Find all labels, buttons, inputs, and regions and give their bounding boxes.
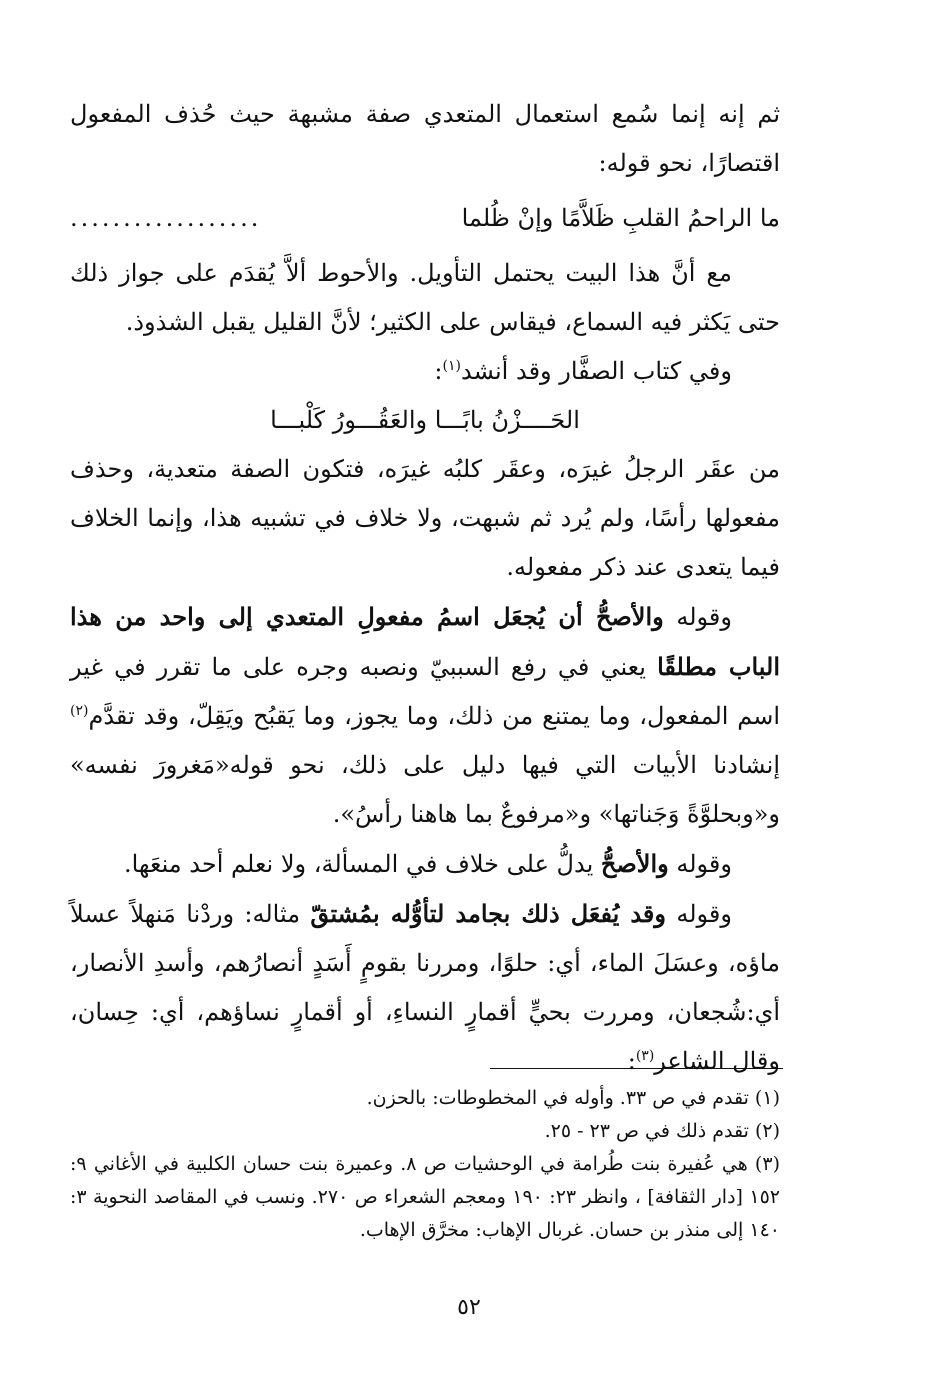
footnote: (٢) تقدم ذلك في ص ٢٣ - ٢٥. <box>544 1120 780 1142</box>
paragraph: من عقَر الرجلُ غيرَه، وعقَر كلبُه غيرَه، فتكون الصفة متعدية، وحذف مفعولها رأسًا، ولم يُرد ثم شبهت، ولا خلاف في تشبيه هذا، وإنما الخلاف فيما يتعدى عند ذكر مفعوله. <box>70 455 780 581</box>
bold-quote: وقد يُفعَل ذلك بجامد لتأوُّله بمُشتقّ <box>310 899 666 928</box>
page-number: ٥٢ <box>457 1295 481 1320</box>
paragraph: وقوله والأصحُّ يدلُّ على خلاف في المسألة، ولا نعلم أحد منعَها. <box>123 849 732 878</box>
verse-line <box>70 194 780 243</box>
footnote-ref: (٢) <box>70 703 89 719</box>
footnote: (٣) هي عُفيرة بنت طُرامة في الوحشيات ص ٨. وعميرة بنت حسان الكلبية في الأغاني ٩: ١٥٢ [دار الثقافة] ، وانظر ٢٣: ١٩٠ ومعجم الشعراء ص ٢٧٠. ونسب في المقاصد النحوية ٣: ١٤٠ إلى منذر بن حسان. غربال الإهاب: مخرَّق الإهاب. <box>70 1153 780 1241</box>
verse-line: الحَــــزْنُ بابًـــا والعَقُـــورُ كَلْبـــا <box>270 406 580 434</box>
footnotes <box>70 1082 780 1247</box>
paragraph: ثم إنه إنما سُمع استعمال المتعدي صفة مشبهة حيث حُذف المفعول اقتصارًا، نحو قوله: <box>70 100 780 177</box>
verse-text: ما الراحمُ القلبِ ظَلاَّمًا وإنْ ظُلما <box>461 204 780 232</box>
paragraph: مع أنَّ هذا البيت يحتمل التأويل. والأحوط ألاَّ يُقدَم على جواز ذلك حتى يَكثر فيه السماع، فيقاس على الكثير؛ لأنَّ القليل يقبل الشذوذ. <box>70 259 780 336</box>
footnote-divider <box>490 1068 783 1069</box>
paragraph: وقوله والأصحُّ أن يُجعَل اسمُ مفعولِ المتعدي إلى واحد من هذا الباب مطلقًا يعني في رفع السببيّ ونصبه وجره على ما تقرر في غير اسم المفعول، وما يمتنع من ذلك، وما يجوز، وما يَقبُح ويَقِلّ، وقد تقدَّم$^{(٢)}$ إنشادنا الأبيات التي فيها دليل على ذلك، نحو قوله«مَغرورَ نفسه» و«وبحلوَّةً وَجَناتها» و«مرفوعٌ بما هاهنا رأسُ». <box>70 602 780 828</box>
footnote-ref: (١) <box>442 358 461 374</box>
main-text <box>70 90 780 1086</box>
verse-dots: .................. <box>70 204 262 232</box>
paragraph: وقوله وقد يُفعَل ذلك بجامد لتأوُّله بمُشتقّ مثاله: وردْنا مَنهلاً عسلاً ماؤه، وعسَلَ الماء، أي: حلوًا، ومررنا بقومٍ أَسَدٍ أنصارُهم، وأسدِ الأنصار، أي:شُجعان، ومررت بحيٍّ أقمارٍ النساءِ، أو أقمارٍ نساؤهم، أي: حِسان، وقال الشاعر$^{(٣)}$: <box>70 899 781 1075</box>
bold-quote: والأصحُّ أن يُجعَل اسمُ مفعولِ المتعدي إلى واحد من هذا الباب مطلقًا <box>70 602 780 681</box>
footnote-ref: (٣) <box>635 1048 655 1064</box>
bold-quote: والأصحُّ <box>600 849 669 878</box>
paragraph: وفي كتاب الصفَّار وقد أنشد$^{(١)}$: <box>434 357 732 385</box>
footnote: (١) تقدم في ص ٣٣. وأوله في المخطوطات: بالحزن. <box>366 1087 780 1109</box>
